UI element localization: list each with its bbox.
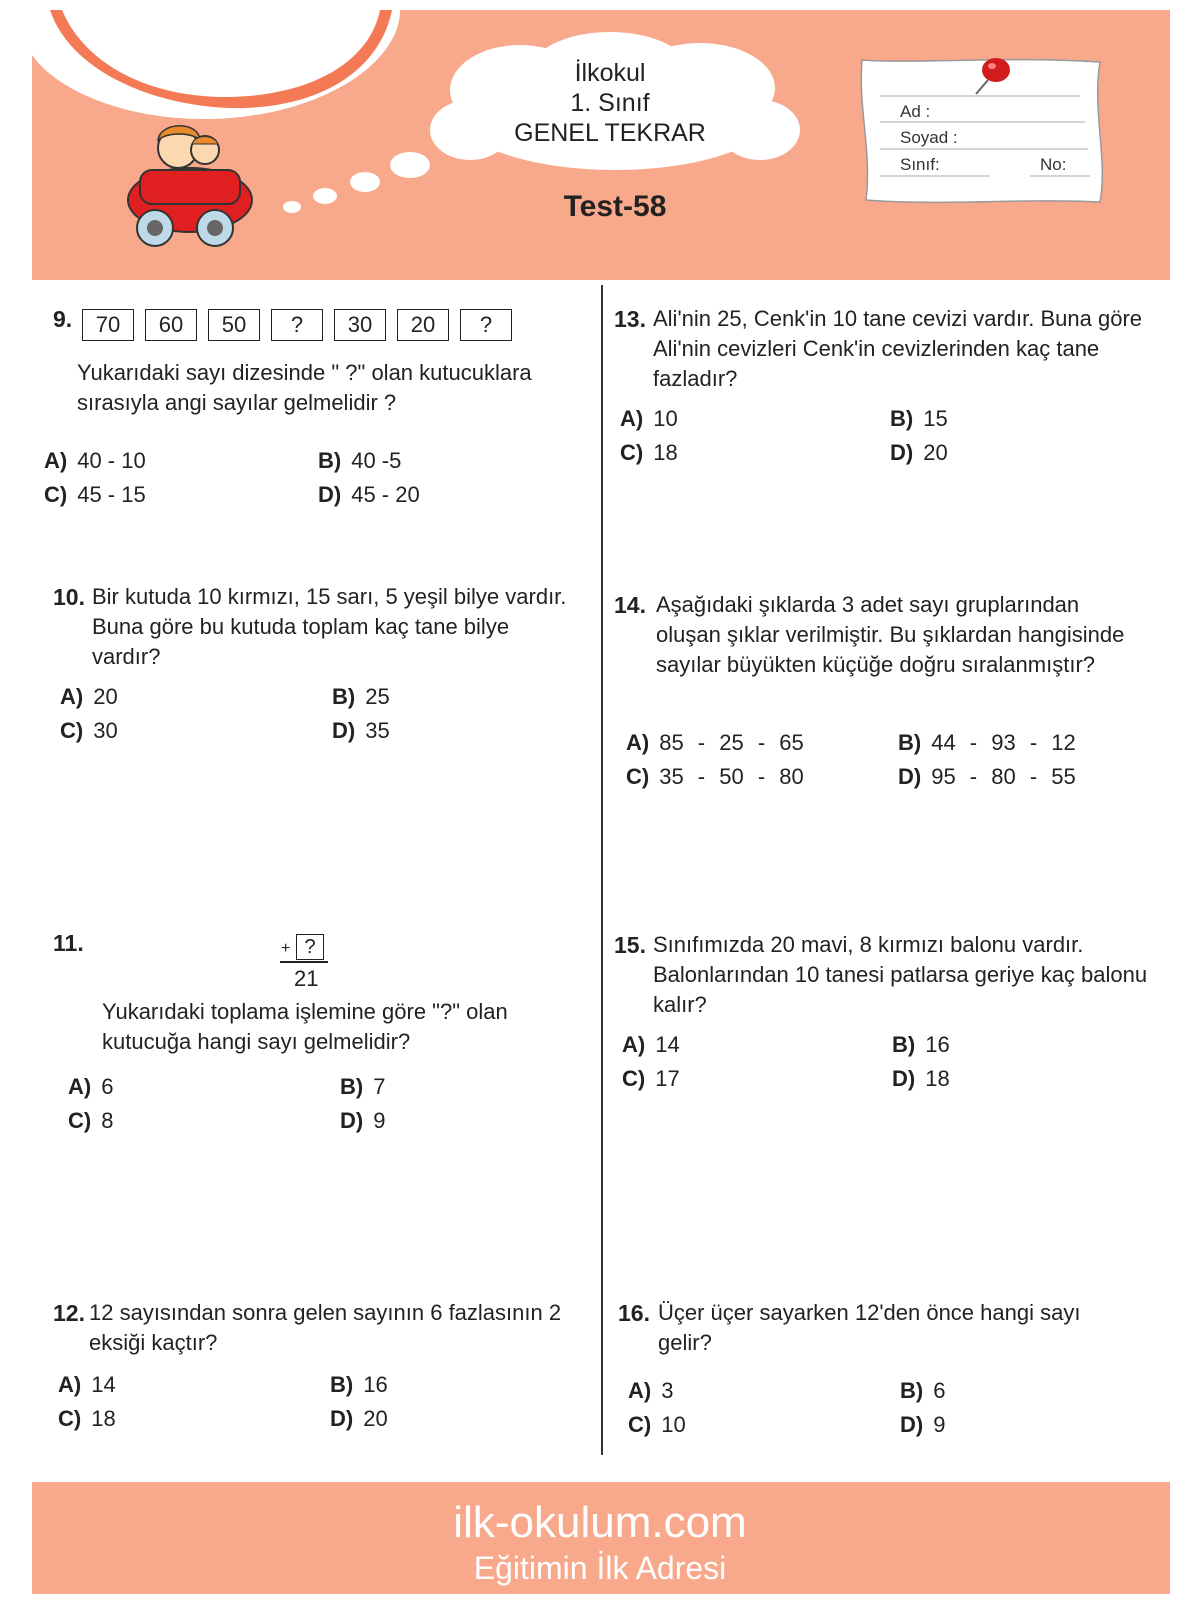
level-label: İlkokul [574,59,646,87]
option-a[interactable]: A) 14 [58,1372,116,1397]
surname-field-label: Soyad : [900,128,958,147]
option-a[interactable]: A) 40 - 10 [44,448,146,473]
option-a[interactable]: A) 85 - 25 - 65 [626,730,804,755]
subject-label: GENEL TEKRAR [514,119,706,147]
sum-line [280,961,328,963]
question-text: Yukarıdaki toplama işlemine göre "?" olan kutucuğa hangi sayı gelmelidir? [102,999,508,1054]
option-d[interactable]: D) 18 [892,1066,950,1091]
sequence-box: ? [271,309,323,341]
option-d[interactable]: D) 45 - 20 [318,482,420,507]
option-c[interactable]: C) 18 [620,440,678,465]
option-a[interactable]: A) 20 [60,684,118,709]
option-c[interactable]: C) 17 [622,1066,680,1091]
sequence-box: 20 [397,309,449,341]
plus-sign: + [281,940,291,957]
class-field-label: Sınıf: [900,155,940,174]
option-c[interactable]: C) 30 [60,718,118,743]
question-text: Sınıfımızda 20 mavi, 8 kırmızı balonu vardır. Balonlarından 10 tanesi patlarsa geriye kaç balonu kalır? [653,932,1148,1017]
question-text: Ali'nin 25, Cenk'in 10 tane cevizi vardır. Buna göre Ali'nin cevizleri Cenk'in cevizlerinden kaç tane fazladır? [653,306,1143,391]
option-d[interactable]: D) 20 [890,440,948,465]
car-illustration [128,126,252,246]
option-b[interactable]: B) 44 - 93 - 12 [898,730,1076,755]
option-b[interactable]: B) 6 [900,1378,946,1403]
test-heading [480,58,740,148]
option-b[interactable]: B) 15 [890,406,948,431]
option-d[interactable]: D) 35 [332,718,390,743]
option-d[interactable]: D) 95 - 80 - 55 [898,764,1076,789]
question-number: 12. [53,1300,85,1326]
question-text: 12 sayısından sonra gelen sayının 6 fazlasının 2 eksiği kaçtır? [89,1300,562,1355]
question-number: 14. [614,592,646,618]
number-field-label: No: [1040,155,1067,174]
question-number: 16. [618,1300,650,1326]
footer-slogan: Eğitimin İlk Adresi [473,1550,727,1586]
option-c[interactable]: C) 45 - 15 [44,482,146,507]
option-c[interactable]: C) 10 [628,1412,686,1437]
sum-result: 21 [294,966,319,991]
question-number: 15. [614,932,646,958]
question-text: Aşağıdaki şıklarda 3 adet sayı gruplarından oluşan şıklar verilmiştir. Bu şıklardan hangisinde sayılar büyükten küçüğe doğru sıralanmıştır? [656,592,1125,677]
question-number: 10. [53,584,85,610]
question-number: 13. [614,306,646,332]
site-slogan: Eğitimin İlk Adresi [136,58,294,80]
option-c[interactable]: C) 18 [58,1406,116,1431]
sequence-box: 60 [145,309,197,341]
option-b[interactable]: B) 7 [340,1074,386,1099]
option-b[interactable]: B) 16 [892,1032,950,1057]
site-title: ilk-okulum.com [111,20,319,55]
sequence-box: ? [460,309,512,341]
sequence-box: 70 [82,309,134,341]
question-number: 9. [53,306,73,332]
option-c[interactable]: C) 35 - 50 - 80 [626,764,804,789]
option-d[interactable]: D) 20 [330,1406,388,1431]
grade-label: 1. Sınıf [570,89,650,117]
footer-site-title: ilk-okulum.com [453,1498,747,1547]
column-divider [601,285,603,1455]
option-a[interactable]: A) 14 [622,1032,680,1057]
option-c[interactable]: C) 8 [68,1108,114,1133]
test-number: Test-58 [563,190,667,223]
question-text: Bir kutuda 10 kırmızı, 15 sarı, 5 yeşil bilye vardır. Buna göre bu kutuda toplam kaç tane bilye vardır? [92,584,567,669]
option-b[interactable]: B) 16 [330,1372,388,1397]
answer-box: ? [296,934,324,960]
option-b[interactable]: B) 25 [332,684,390,709]
question-number: 11. [53,930,84,956]
option-a[interactable]: A) 6 [68,1074,114,1099]
option-a[interactable]: A) 10 [620,406,678,431]
option-d[interactable]: D) 9 [900,1412,946,1437]
sequence-box: 30 [334,309,386,341]
option-a[interactable]: A) 3 [628,1378,674,1403]
name-field-label: Ad : [900,102,931,121]
option-b[interactable]: B) 40 -5 [318,448,402,473]
question-text: Yukarıdaki sayı dizesinde " ?" olan kutucuklara sırasıyla angi sayılar gelmelidir ? [77,360,532,415]
sequence-box: 50 [208,309,260,341]
option-d[interactable]: D) 9 [340,1108,386,1133]
question-text: Üçer üçer sayarken 12'den önce hangi sayı gelir? [658,1300,1081,1355]
name-card [876,62,1126,202]
